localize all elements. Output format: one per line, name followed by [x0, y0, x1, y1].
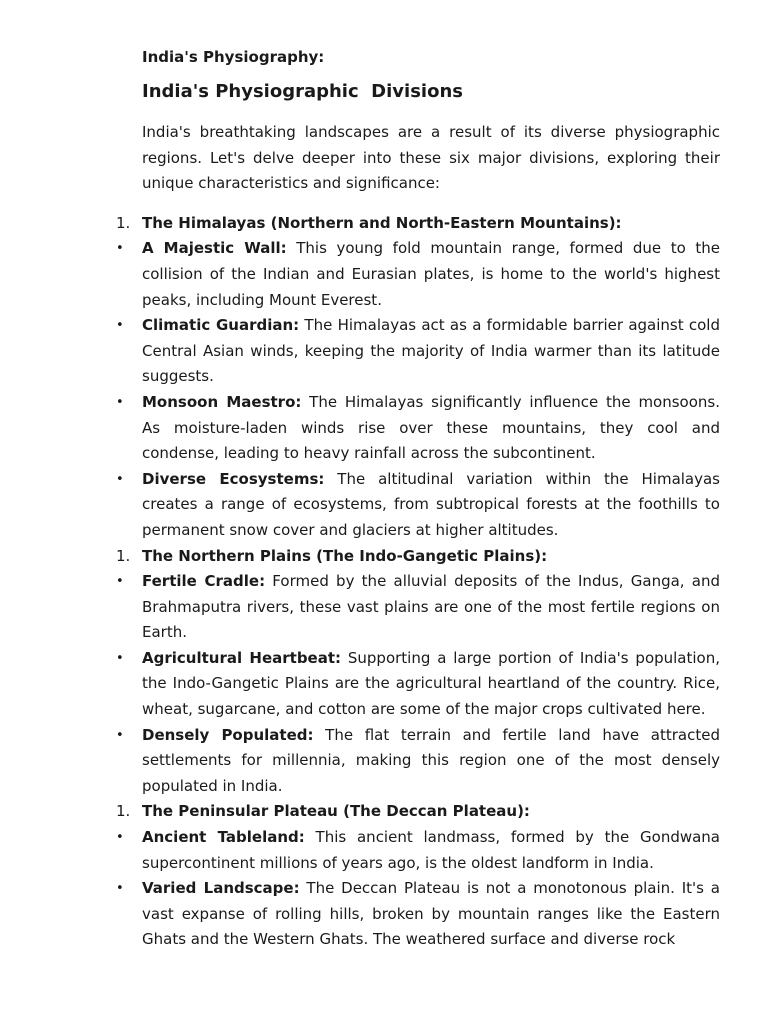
list-item: [116, 825, 721, 876]
list-item: [116, 646, 721, 723]
point-term: Ancient Tableland:: [142, 828, 305, 847]
section-heading-himalayas: [116, 211, 720, 237]
point-term: Varied Landscape:: [142, 879, 300, 898]
point-term: Climatic Guardian:: [142, 316, 300, 335]
page-title: India's Physiographic Divisions: [142, 81, 463, 102]
bullet-marker: •: [116, 318, 124, 334]
page-heading: India's Physiography:: [142, 48, 325, 66]
bullet-marker: •: [116, 394, 124, 410]
bullet-marker: •: [116, 727, 124, 743]
list-item: [116, 236, 721, 313]
section-title: The Peninsular Plateau (The Deccan Plateau):: [142, 802, 530, 821]
point-term: Densely Populated:: [142, 725, 314, 744]
point-term: Agricultural Heartbeat:: [142, 648, 342, 667]
section-title: The Himalayas (Northern and North-Eastern Mountains):: [142, 213, 622, 232]
bullet-marker: •: [116, 241, 124, 257]
section-heading-northern-plains: [116, 544, 720, 570]
bullet-marker: •: [116, 830, 124, 846]
list-number: 1.: [116, 802, 131, 821]
list-item: [116, 723, 720, 800]
intro-paragraph: India's breathtaking landscapes are a result of its diverse physiographic regions. Let's delve deeper into these six major divisions, exploring their unique characteristics and significance:: [142, 123, 720, 193]
list-item: [116, 569, 721, 646]
point-text: This ancient landmass, formed by the Gondwana supercontinent millions of years ago, is the oldest landform in India.: [142, 828, 721, 872]
point-text: Supporting a large portion of India's population, the Indo-Gangetic Plains are the agricultural heartland of the country. Rice, wheat, sugarcane, and cotton are some of the major crops cultivated here.: [142, 648, 721, 719]
point-text: This young fold mountain range, formed due to the collision of the Indian and Eurasian plates, is home to the world's highest peaks, including Mount Everest.: [142, 239, 721, 309]
section-heading-peninsular-plateau: [116, 799, 720, 825]
point-term: Fertile Cradle:: [142, 572, 266, 591]
section-title: The Northern Plains (The Indo-Gangetic Plains):: [142, 546, 548, 565]
point-text: The flat terrain and fertile land have attracted settlements for millennia, making this region one of the most densely populated in India.: [142, 725, 720, 795]
bullet-marker: •: [116, 574, 124, 590]
list-item: [116, 467, 721, 544]
point-text: The Himalayas significantly influence the monsoons. As moisture-laden winds rise over these mountains, they cool and condense, leading to heavy rainfall across the subcontinent.: [142, 392, 720, 463]
bullet-marker: •: [116, 471, 124, 487]
point-text: The altitudinal variation within the Himalayas creates a range of ecosystems, from subtropical forests at the foothills to permanent snow cover and glaciers at higher altitudes.: [142, 469, 721, 539]
document-body: [116, 120, 721, 953]
list-number: 1.: [116, 546, 131, 565]
point-term: Diverse Ecosystems:: [142, 469, 325, 488]
point-text: The Himalayas act as a formidable barrier against cold Central Asian winds, keeping the majority of India warmer than its latitude suggests.: [142, 316, 720, 386]
list-item: [116, 876, 720, 953]
point-term: Monsoon Maestro:: [142, 392, 302, 411]
point-text: The Deccan Plateau is not a monotonous plain. It's a vast expanse of rolling hills, broken by mountain ranges like the Eastern Ghats and the Western Ghats. The weathered surface and diverse rock: [142, 879, 720, 949]
list-number: 1.: [116, 213, 131, 232]
point-term: A Majestic Wall:: [142, 239, 287, 258]
point-text: Formed by the alluvial deposits of the Indus, Ganga, and Brahmaputra rivers, these vast plains are one of the most fertile regions on Earth.: [142, 572, 721, 642]
list-item: [116, 313, 720, 390]
bullet-marker: •: [116, 881, 124, 897]
bullet-marker: •: [116, 650, 124, 666]
list-item: [116, 390, 720, 467]
